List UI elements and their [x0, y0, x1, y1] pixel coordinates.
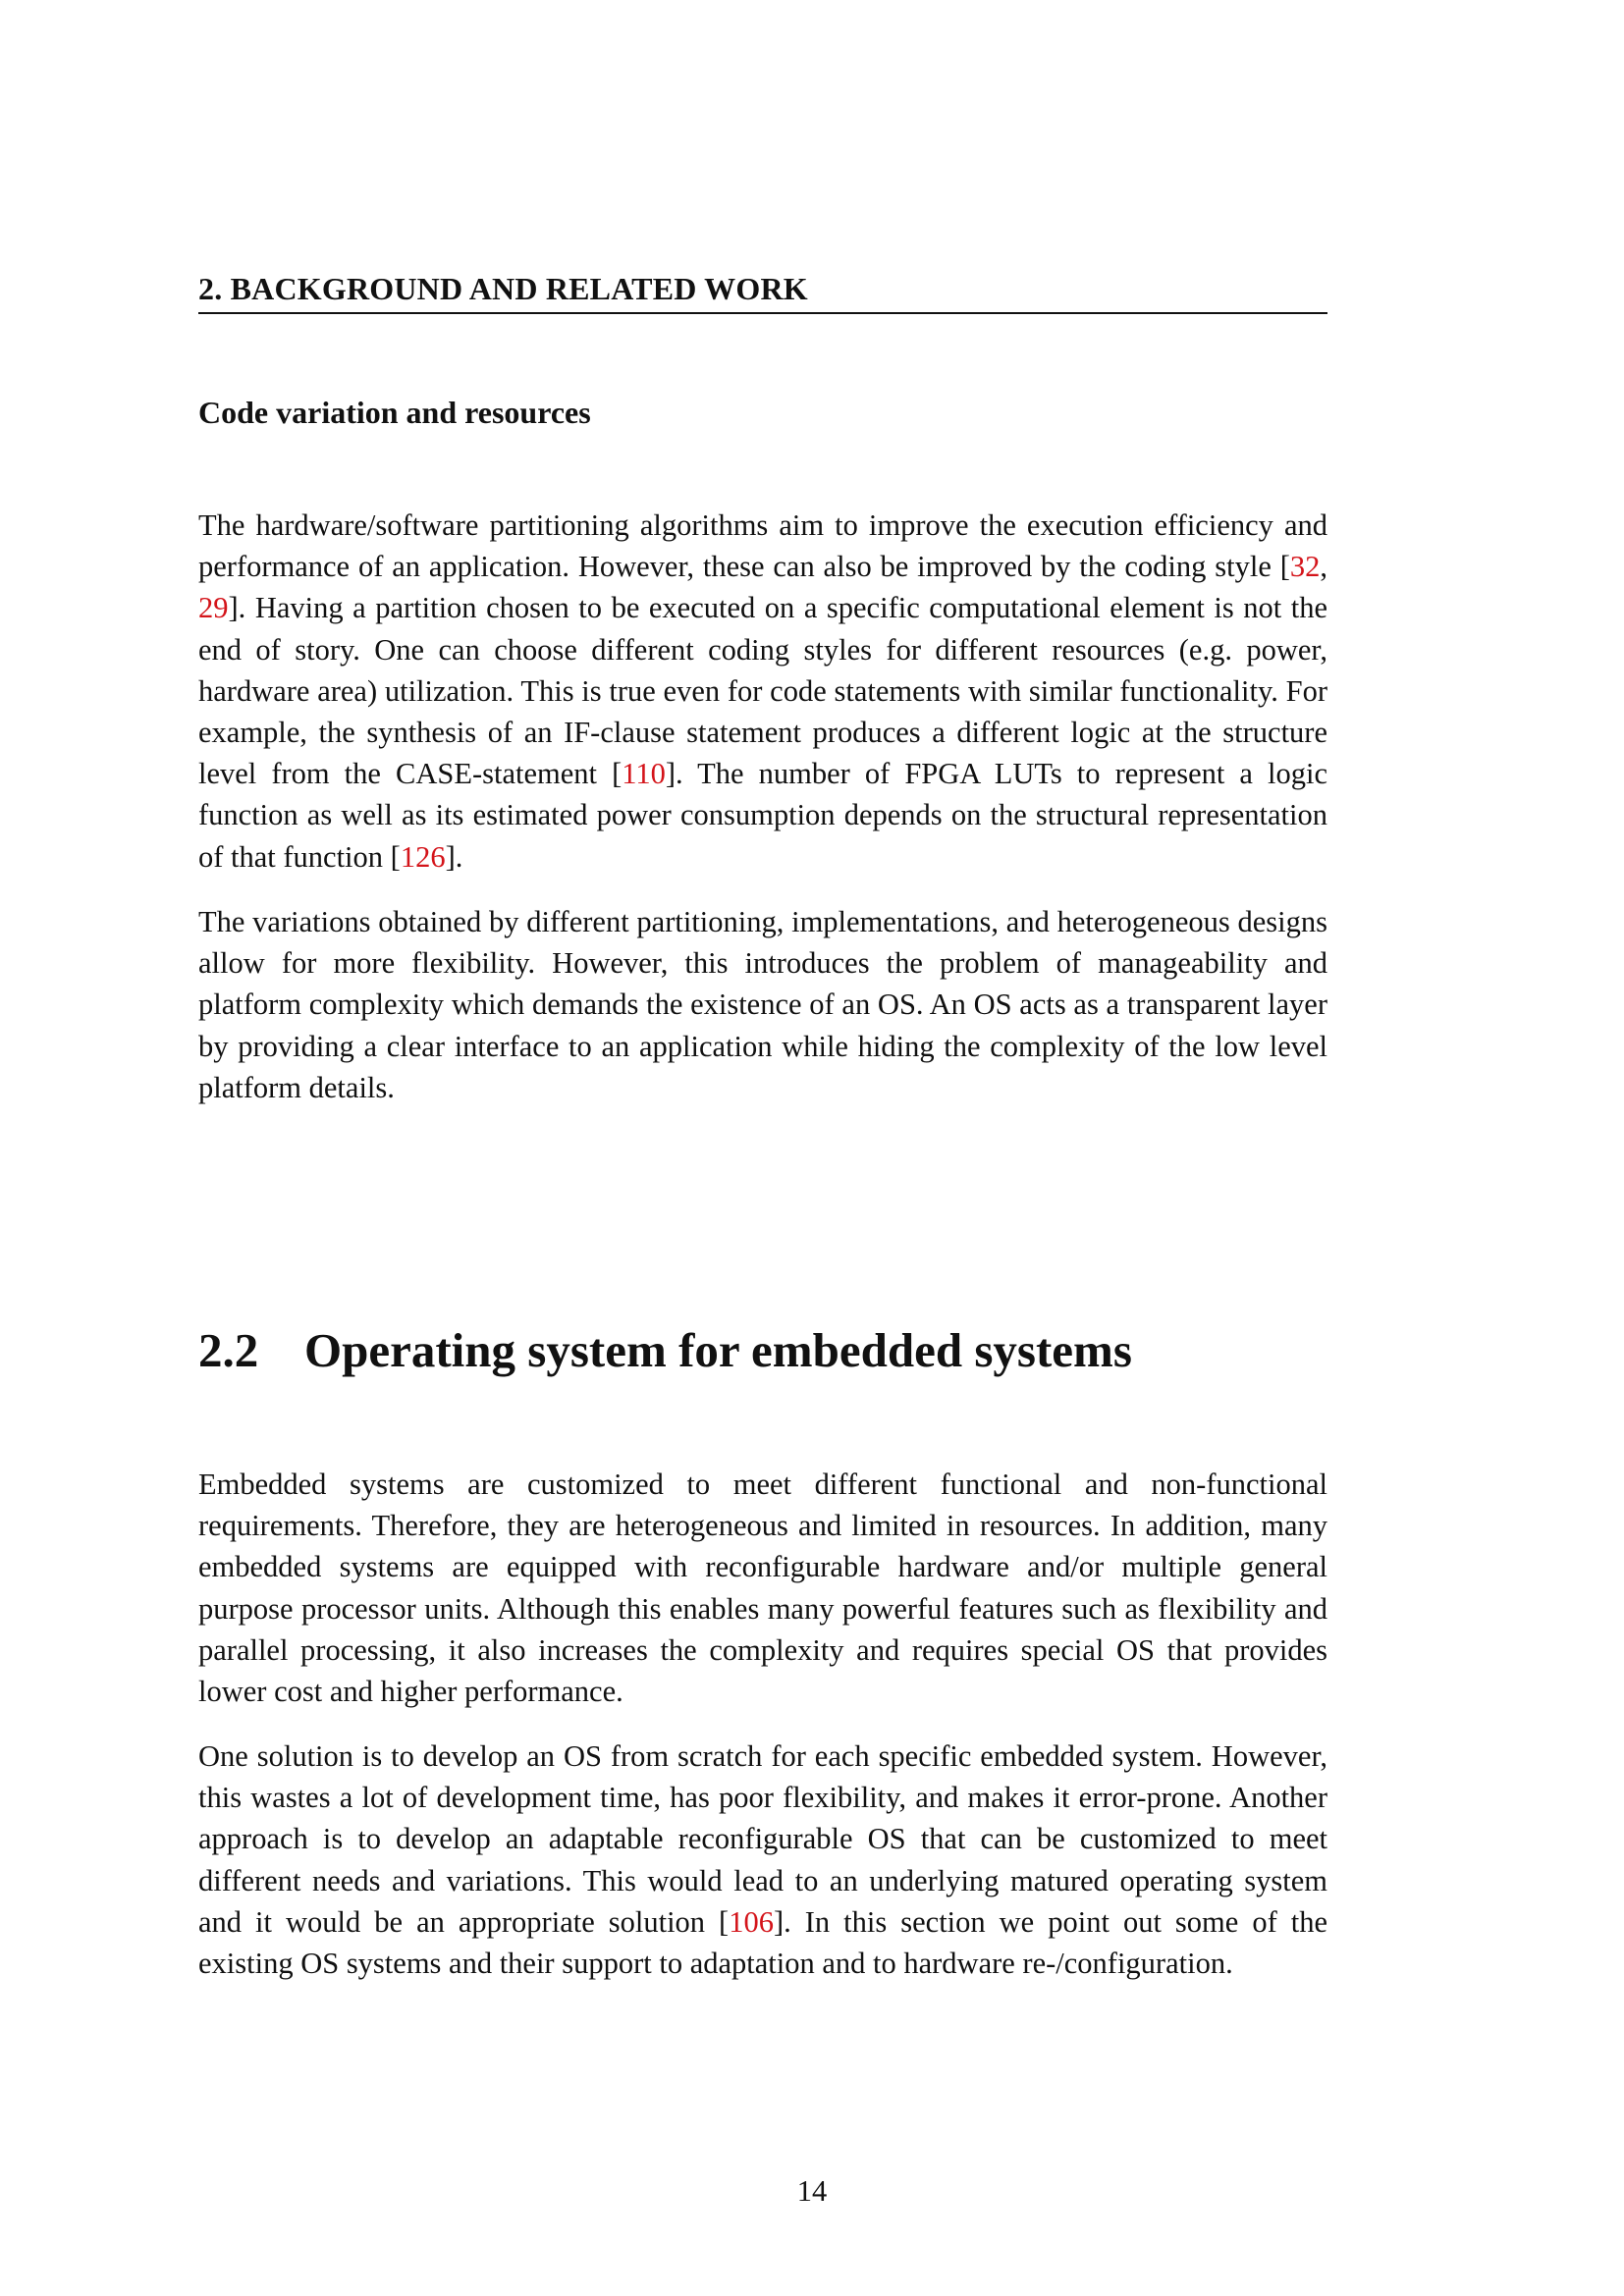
paragraph-solution — [198, 1735, 1327, 1984]
subsection-title: Code variation and resources — [198, 395, 591, 430]
section-number: 2.2 — [198, 1323, 259, 1377]
paragraph-text: ]. In this section we point out some of the existing OS systems and their support to adaptation and to hardware re-/configuration. — [198, 1904, 1327, 1981]
paragraph-text: , — [1320, 550, 1327, 584]
paragraph-variations: The variations obtained by different partitioning, implementations, and heterogeneous designs allow for more flexibility. However, this introduces the problem of manageability and platform complexity which demands the existence of an OS. An OS acts as a transparent layer by providing a clear interface to an application while hiding the complexity of the low level platform details. — [198, 905, 1327, 1104]
section-title: Operating system for embedded systems — [304, 1323, 1132, 1377]
citation-link[interactable]: 32 — [1289, 550, 1321, 584]
paragraph-text: ]. — [445, 839, 463, 874]
citation-link[interactable]: 126 — [400, 839, 446, 874]
page-number: 14 — [796, 2174, 828, 2208]
section-heading — [198, 1321, 1132, 1380]
citation-link[interactable]: 29 — [198, 591, 229, 625]
paragraph-text: ]. Having a partition chosen to be executed on a specific computational element is not the end of story. One can choose different coding styles for different resources (e.g. power, hardware area) utilization. This is true even for code statements with similar functionality. For example, the synthesis of an IF-clause statement produces a different logic at the structure level from the CASE-statement [ — [198, 591, 1327, 791]
running-header: 2. BACKGROUND AND RELATED WORK — [198, 271, 1327, 314]
paragraph-text: The hardware/software partitioning algorithms aim to improve the execution efficiency and performance of an application. However, these can also be improved by the coding style [ — [198, 508, 1327, 584]
citation-link[interactable]: 106 — [729, 1904, 774, 1939]
paragraph-embedded-systems: Embedded systems are customized to meet different functional and non-functional requirements. Therefore, they are heterogeneous and limited in resources. In addition, many embedded systems are equipped with reconfigurable hardware and/or multiple general purpose processor units. Although this enables many powerful features such as flexibility and parallel processing, it also increases the complexity and requires special OS that provides lower cost and higher performance. — [198, 1468, 1327, 1709]
paragraph-text: One solution is to develop an OS from scratch for each specific embedded system. However, this wastes a lot of development time, has poor flexibility, and makes it error-prone. Another approach is to develop an adaptable reconfigurable OS that can be customized to meet different needs and variations. This would lead to an underlying matured operating system and it would be an appropriate solution [ — [198, 1739, 1327, 1939]
citation-link[interactable]: 110 — [622, 757, 666, 791]
paragraph-partitioning — [198, 505, 1327, 878]
paragraph-text: ]. The number of FPGA LUTs to represent a logic function as well as its estimated power consumption depends on the structural representation of that function [ — [198, 757, 1327, 874]
